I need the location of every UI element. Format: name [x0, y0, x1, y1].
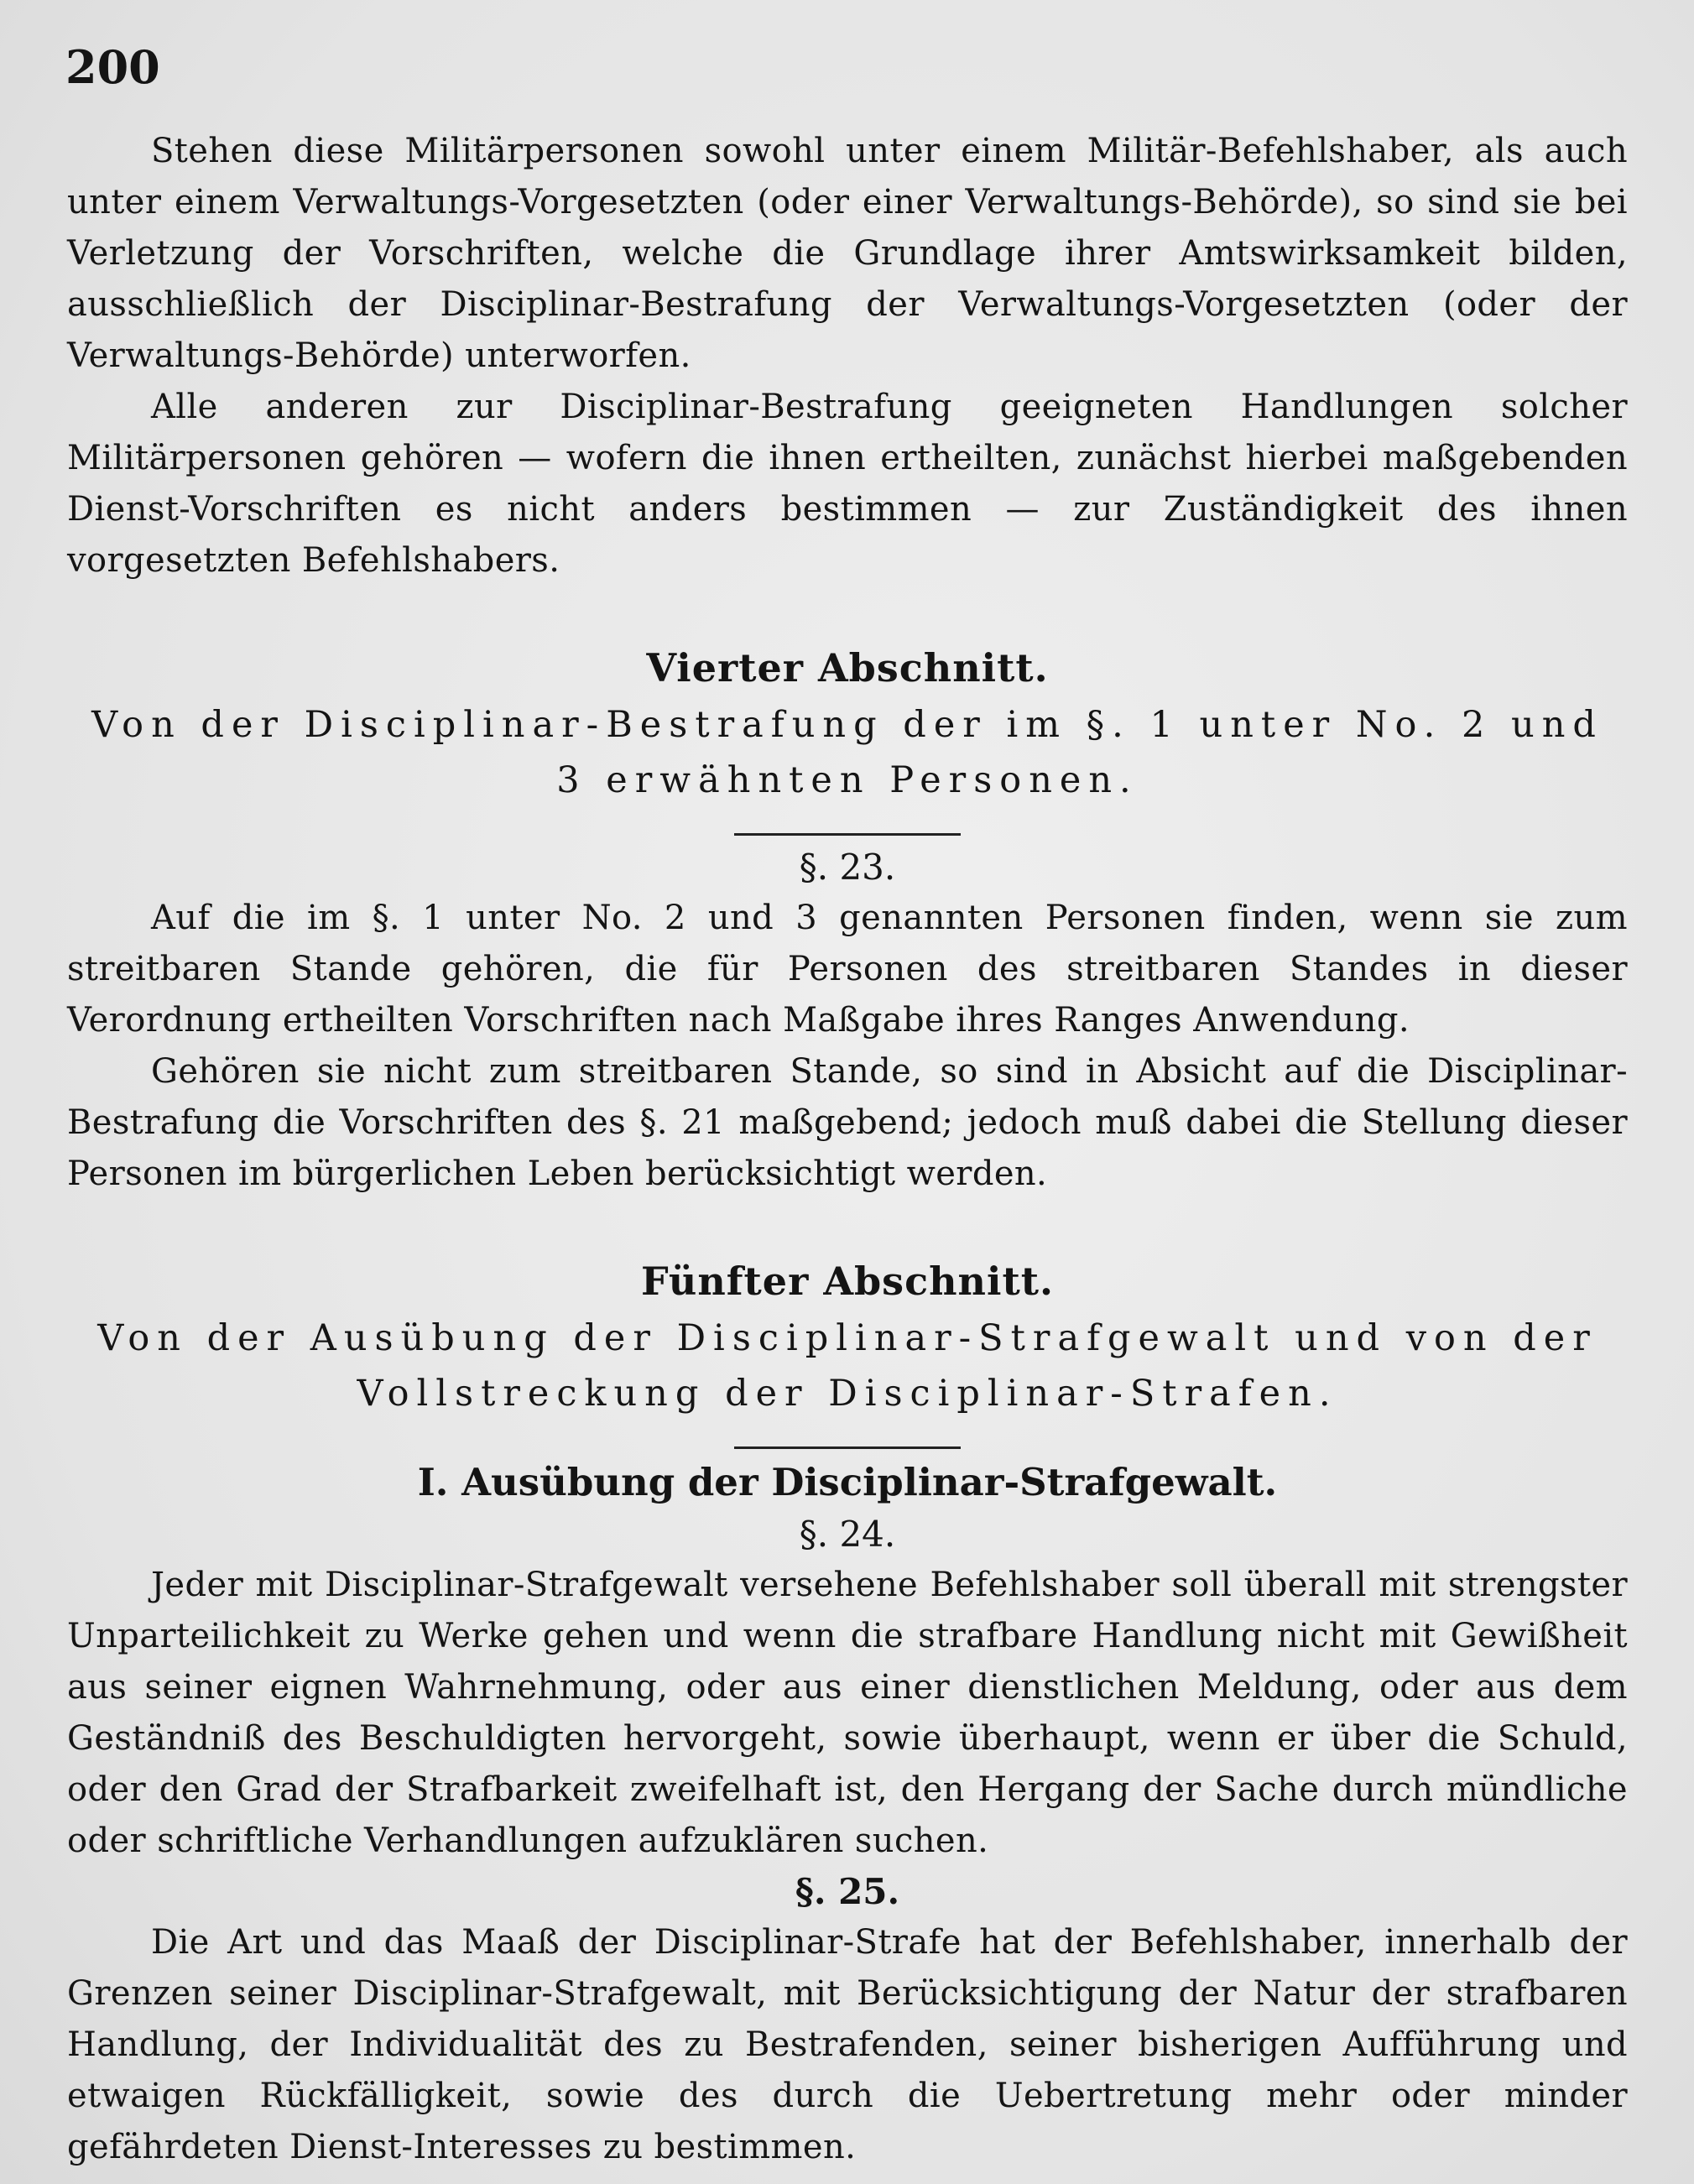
spacer	[67, 586, 1628, 645]
spacer	[67, 1304, 1628, 1311]
paragraph: Die Art und das Maaß der Disciplinar-Strafe hat der Befehlshaber, innerhalb der Grenzen seiner Disciplinar-Strafgewalt, mit Berücksichtigung der Natur der strafbaren Handlung, der Individualität des zu Bestrafenden, seiner bisherigen Aufführung und etwaigen Rückfälligkeit, sowie des durch die Uebertretung mehr oder minder gefährdeten Dienst-Interesses zu bestimmen.	[67, 1923, 1628, 2166]
paragraph: Alle anderen zur Disciplinar-Bestrafung geeigneten Handlungen solcher Militärpersonen gehören — wofern die ihnen ertheilten, zunächst hierbei maßgebenden Dienst-Vorschriften es nicht anders bestimmen — zur Zuständigkeit des ihnen vorgesetzten Befehlshabers.	[67, 388, 1628, 580]
paragraph: Auf die im §. 1 unter No. 2 und 3 genannten Personen finden, wenn sie zum streitbaren Stande gehören, die für Personen des streitbaren Standes in dieser Verordnung ertheilten Vorschriften nach Maßgabe ihres Ranges Anwendung.	[67, 899, 1628, 1040]
spacer	[67, 1421, 1628, 1446]
paragraph-number: §. 25.	[795, 1871, 900, 1912]
paragraph: Gehören sie nicht zum streitbaren Stande, so sind in Absicht auf die Disciplinar-Bestrafung die Vorschriften des §. 21 maßgebend; jedoch muß dabei die Stellung dieser Personen im bürgerlichen Leben berücksichtigt werden.	[67, 1052, 1628, 1193]
paragraph-number: §. 24.	[799, 1514, 896, 1555]
paragraph: Stehen diese Militärpersonen sowohl unter einem Militär-Befehlshaber, als auch unter einem Verwaltungs-Vorgesetzten (oder einer Verwaltungs-Behörde), so sind sie bei Verletzung der Vorschriften, welche die Grundlage ihrer Amtswirksamkeit bilden, ausschließlich der Disciplinar-Bestrafung der Verwaltungs-Vorgesetzten (oder der Verwaltungs-Behörde) unterworfen.	[67, 132, 1628, 375]
section-subheading: Von der Disciplinar-Bestrafung der im §. 1 unter No. 2 und 3 erwähnten Personen.	[91, 704, 1603, 801]
paragraph: Jeder mit Disciplinar-Strafgewalt versehene Befehlshaber soll überall mit strengster Unparteilichkeit zu Werke gehen und wenn die strafbare Handlung nicht mit Gewißheit aus seiner eignen Wahrnehmung, oder aus einer dienstlichen Meldung, oder aus dem Geständniß des Beschuldigten hervorgeht, sowie überhaupt, wenn er über die Schuld, oder den Grad der Strafbarkeit zweifelhaft ist, den Hergang der Sache durch mündliche oder schriftliche Verhandlungen aufzuklären suchen.	[67, 1566, 1628, 1860]
spacer	[67, 1200, 1628, 1259]
subsection-heading: I. Ausübung der Disciplinar-Strafgewalt.	[417, 1460, 1278, 1504]
paragraph-number: §. 23.	[799, 847, 896, 888]
section-subheading: Von der Ausübung der Disciplinar-Strafgewalt und von der Vollstreckung der Disciplinar-Strafen.	[97, 1317, 1598, 1415]
page-body	[67, 126, 1628, 2173]
spacer	[67, 691, 1628, 697]
spacer	[67, 1449, 1628, 1456]
section-heading: Fünfter Abschnitt.	[641, 1259, 1054, 1304]
section-heading: Vierter Abschnitt.	[646, 645, 1049, 691]
page-number: 200	[65, 40, 160, 94]
spacer	[67, 808, 1628, 833]
spacer	[67, 836, 1628, 842]
